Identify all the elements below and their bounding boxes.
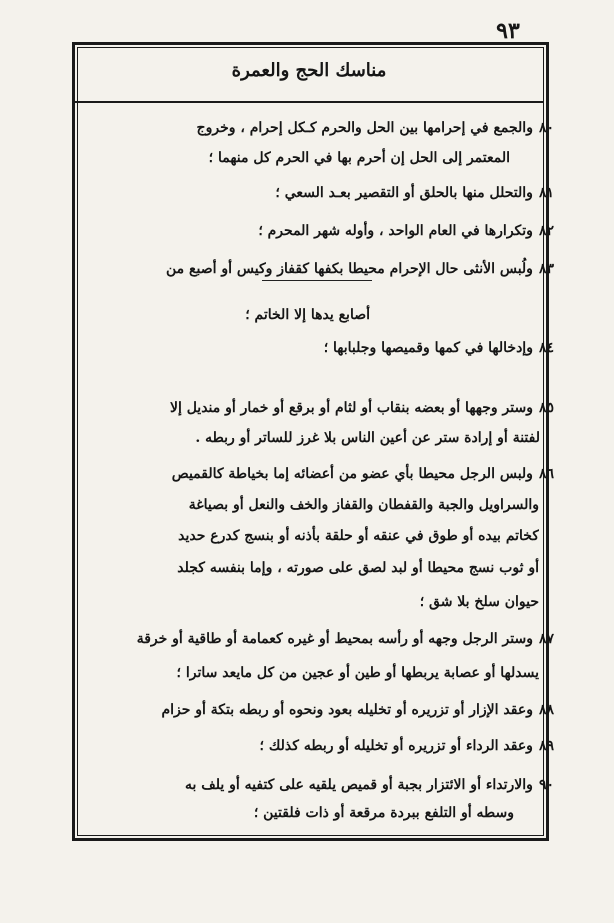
item-text: وإدخالها في كمها وقميصها وجلبابها ؛ [323,340,533,356]
item-continuation: والسراويل والجبة والقفطان والقفاز والخف والنعل أو بصياغة [188,497,539,513]
list-item [44,335,554,361]
title-rule [75,101,543,103]
item-text: وتكرارها في العام الواحد ، وأوله شهر المحرم ؛ [258,223,533,239]
item-number: ٩٠ [538,777,554,793]
item-text: وستر وجهها أو بعضه بنقاب أو لثام أو برقع أو خمار أو منديل إلا [169,400,533,416]
list-item [44,733,554,759]
item-text: ولبس الرجل محيطا بأي عضو من أعضائه إما بخياطة كالقميص [171,466,533,482]
item-text: ولُبس الأنثى حال الإحرام محيطا بكفها كقفاز وكيس أو أصبع من [165,261,533,277]
page-title: مناسك الحج والعمرة [231,60,387,81]
item-number: ٨٩ [538,738,554,754]
item-number: ٨٧ [538,631,554,647]
item-text: وعقد الرداء أو تزريره أو تخليله أو ربطه كذلك ؛ [259,738,533,754]
item-continuation: كخاتم بيده أو طوق في عنقه أو حلقة بأذنه أو بنسج كدرع حديد [178,528,539,544]
item-text: والتحلل منها بالحلق أو التقصير بعـد السعي ؛ [275,185,533,201]
list-item [44,697,554,723]
item-continuation: حيوان سلخ بلا شق ؛ [419,594,539,610]
item-continuation: وسطه أو التلفع ببردة مرقعة أو ذات فلقتين ؛ [253,805,514,821]
item-number: ٨٨ [538,702,554,718]
item-number: ٨٦ [538,466,554,482]
item-number: ٨٤ [538,340,554,356]
item-continuation: لفتنة أو إرادة ستر عن أعين الناس بلا غرز للساتر أو ربطه . [195,430,540,446]
list-item [44,115,554,141]
item-text: وستر الرجل وجهه أو رأسه بمحيط أو غيره كعمامة أو طاقية أو خرقة [136,631,533,647]
list-item [44,180,554,206]
item-text: وعقد الإزار أو تزريره أو تخليله بعود ونحوه أو ربطه بتكة أو حزام [161,702,533,718]
item-continuation: يسدلها أو عصابة يربطها أو طين أو عجين من كل مايعد ساترا ؛ [176,665,539,681]
item-number: ٨١ [538,185,554,201]
item-number: ٨٠ [538,120,554,136]
item-continuation: أصابع يدها إلا الخاتم ؛ [245,307,370,323]
list-item [44,626,554,652]
page-number: ٩٣ [496,18,520,44]
list-item [44,218,554,244]
list-item [44,256,554,282]
item-text: والجمع في إحرامها بين الحل والحرم كـكل إحرام ، وخروج [196,120,533,136]
list-item [44,772,554,798]
item-continuation: المعتمر إلى الحل إن أحرم بها في الحرم كل منهما ؛ [208,150,510,166]
item-number: ٨٣ [538,261,554,277]
item-number: ٨٥ [538,400,554,416]
item-continuation: أو ثوب نسج محيطا أو لبد لصق على صورته ، وإما بنفسه كجلد [177,560,539,576]
item-text: والارتداء أو الائتزار بجبة أو قميص يلقيه على كتفيه أو يلف به [184,777,533,793]
item-number: ٨٢ [538,223,554,239]
underline-mark [262,280,372,281]
list-item [44,461,554,487]
list-item [44,395,554,421]
